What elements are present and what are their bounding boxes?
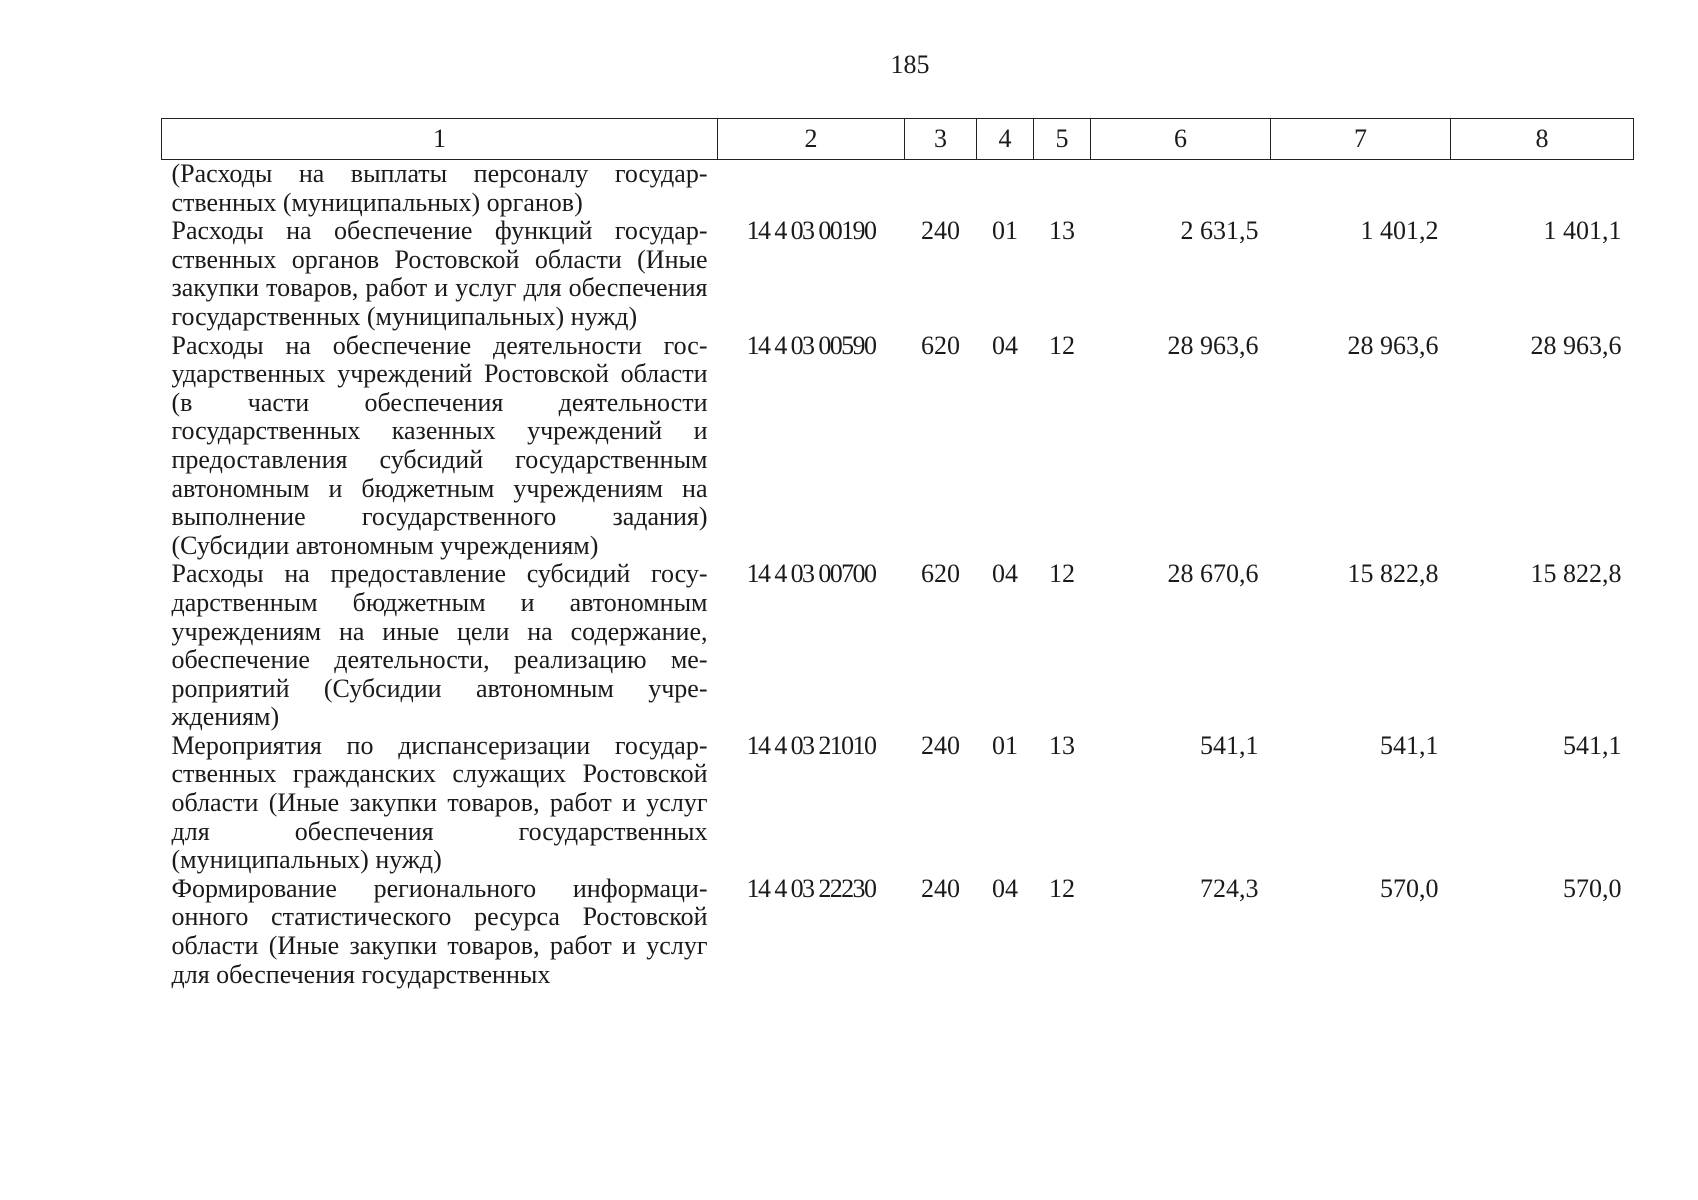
row-section: 01	[992, 216, 1018, 246]
table-row	[162, 875, 1634, 989]
row-section: 04	[992, 330, 1018, 360]
row-amount-col7: 570,0	[1380, 873, 1439, 903]
row-v6-empty	[1091, 160, 1271, 218]
row-expense-type: 240	[921, 216, 960, 246]
row-description: Расходы на обеспечение деятельности государственных учреждений Ростовской области (в части обеспечения деятельности государственных казенных учреждений и предоставления субсидий государственным автономным и бюджетным учреждениям на выполнение государственного задания) (Субсидии автономным учреждениям)	[171, 330, 708, 560]
row-code-empty	[718, 160, 905, 218]
page-number: 185	[890, 50, 930, 79]
header-col-6: 6	[1091, 119, 1271, 160]
table-row-continued	[162, 160, 1634, 218]
header-col-1: 1	[162, 119, 718, 160]
row-amount-col6: 2 631,5	[1180, 216, 1259, 246]
table-body	[162, 160, 1634, 990]
table-row	[162, 217, 1634, 331]
row-expense-type: 620	[921, 559, 960, 589]
row-target-code: 14 4 03 00700	[746, 559, 876, 589]
row-amount-col8: 570,0	[1563, 873, 1622, 903]
row-description: Расходы на обеспечение функций государственных органов Ростовской области (Иные закупки товаров, работ и услуг для обеспечения государственных (муниципальных) нужд)	[171, 216, 708, 331]
row-amount-col7: 541,1	[1380, 730, 1439, 760]
row-amount-col6: 724,3	[1200, 873, 1259, 903]
row-amount-col6: 28 670,6	[1167, 559, 1259, 589]
row-subsection: 12	[1049, 330, 1075, 360]
row-section: 04	[992, 559, 1018, 589]
row-description: (Расходы на выплаты персоналу государственных (муниципальных) органов)	[171, 159, 708, 217]
row-section: 04	[992, 873, 1018, 903]
row-v8-empty	[1451, 160, 1634, 218]
row-expense-type: 240	[921, 730, 960, 760]
table-row	[162, 560, 1634, 732]
header-col-5: 5	[1034, 119, 1091, 160]
header-col-4: 4	[977, 119, 1034, 160]
row-amount-col6: 28 963,6	[1167, 330, 1259, 360]
row-amount-col6: 541,1	[1200, 730, 1259, 760]
row-target-code: 14 4 03 22230	[746, 873, 876, 903]
row-subsection: 13	[1049, 216, 1075, 246]
row-amount-col7: 28 963,6	[1347, 330, 1439, 360]
row-section: 01	[992, 730, 1018, 760]
table-row	[162, 732, 1634, 875]
row-target-code: 14 4 03 00190	[746, 216, 876, 246]
table-header	[162, 119, 1634, 160]
row-amount-col7: 1 401,2	[1360, 216, 1439, 246]
row-vr-empty	[905, 160, 977, 218]
row-v7-empty	[1271, 160, 1451, 218]
header-col-2: 2	[718, 119, 905, 160]
row-subsection: 12	[1049, 559, 1075, 589]
header-row	[162, 119, 1634, 160]
row-description: Мероприятия по диспансеризации государственных гражданских служащих Ростовской области (Иные закупки товаров, работ и услуг для обеспечения государственных (муниципальных) нужд)	[171, 730, 708, 875]
header-col-8: 8	[1451, 119, 1634, 160]
row-expense-type: 240	[921, 873, 960, 903]
row-pr-empty	[1034, 160, 1091, 218]
row-expense-type: 620	[921, 330, 960, 360]
row-amount-col8: 28 963,6	[1530, 330, 1622, 360]
row-target-code: 14 4 03 00590	[746, 330, 876, 360]
row-description: Формирование регионального информационного статистического ресурса Ростовской области (Иные закупки товаров, работ и услуг для обеспечения государственных	[171, 873, 708, 989]
row-amount-col8: 1 401,1	[1543, 216, 1622, 246]
row-subsection: 13	[1049, 730, 1075, 760]
row-target-code: 14 4 03 21010	[746, 730, 876, 760]
row-rz-empty	[977, 160, 1034, 218]
table-row	[162, 332, 1634, 561]
row-amount-col8: 541,1	[1563, 730, 1622, 760]
row-amount-col8: 15 822,8	[1530, 559, 1622, 589]
header-col-7: 7	[1271, 119, 1451, 160]
budget-table	[161, 118, 1634, 989]
row-description: Расходы на предоставление субсидий государственным бюджетным и автономным учреждениям на иные цели на содержание, обеспечение деятельности, реализацию мероприятий (Субсидии автономным учреждениям)	[171, 559, 708, 732]
row-subsection: 12	[1049, 873, 1075, 903]
header-col-3: 3	[905, 119, 977, 160]
row-amount-col7: 15 822,8	[1347, 559, 1439, 589]
